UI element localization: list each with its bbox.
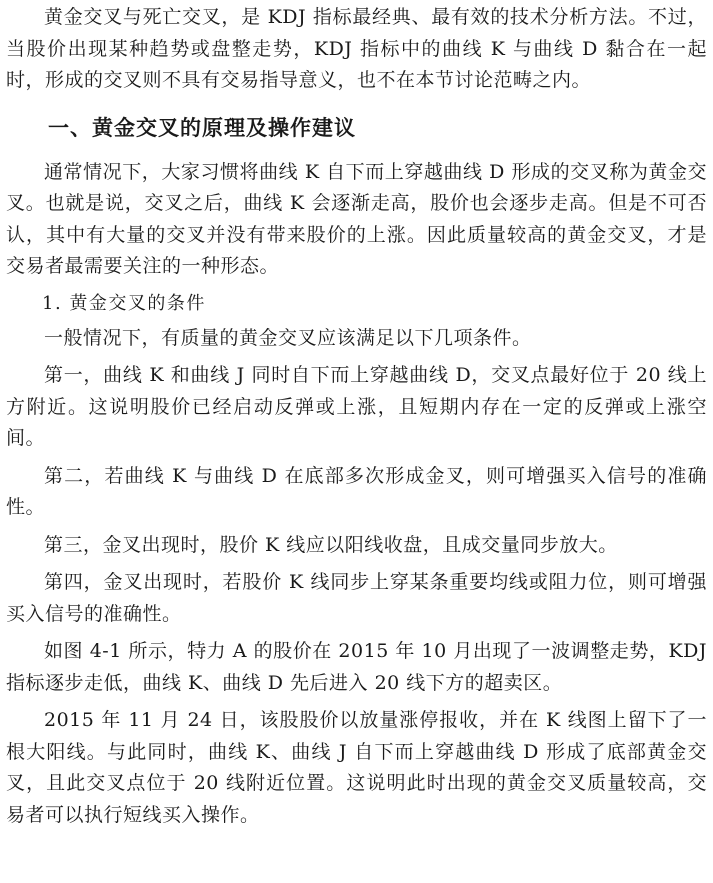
condition-1-paragraph: 第一，曲线 K 和曲线 J 同时自下而上穿越曲线 D，交叉点最好位于 20 线上方附近。这说明股价已经启动反弹或上涨，且短期内存在一定的反弹或上涨空间。	[6, 364, 707, 449]
conditions-subheading: 1. 黄金交叉的条件	[42, 292, 206, 314]
condition-2-paragraph: 第二，若曲线 K 与曲线 D 在底部多次形成金叉，则可增强买入信号的准确性。	[6, 464, 707, 518]
general-paragraph: 一般情况下，有质量的黄金交叉应该满足以下几项条件。	[44, 326, 532, 349]
example-1-paragraph: 如图 4-1 所示，特力 A 的股价在 2015 年 10 月出现了一波调整走势，KDJ 指标逐步走低，曲线 K、曲线 D 先后进入 20 线下方的超卖区。	[6, 640, 707, 694]
intro-paragraph: 黄金交叉与死亡交叉，是 KDJ 指标最经典、最有效的技术分析方法。不过，当股价出现某种趋势或盘整走势，KDJ 指标中的曲线 K 与曲线 D 黏合在一起时，形成的交叉则不具有交易指导意义，也不在本节讨论范畴之内。	[6, 6, 707, 91]
condition-4-paragraph: 第四，金叉出现时，若股价 K 线同步上穿某条重要均线或阻力位，则可增强买入信号的准确性。	[6, 571, 707, 625]
section-heading: 一、黄金交叉的原理及操作建议	[48, 115, 356, 140]
example-2-paragraph: 2015 年 11 月 24 日，该股股价以放量涨停报收，并在 K 线图上留下了一根大阳线。与此同时，曲线 K、曲线 J 自下而上穿越曲线 D 形成了底部黄金交叉，且此交叉点位于 20 线附近位置。这说明此时出现的黄金交叉质量较高，交易者可以执行短线买入操作。	[6, 709, 707, 826]
condition-3-paragraph: 第三，金叉出现时，股价 K 线应以阳线收盘，且成交量同步放大。	[44, 533, 618, 556]
principle-paragraph: 通常情况下，大家习惯将曲线 K 自下而上穿越曲线 D 形成的交叉称为黄金交叉。也就是说，交叉之后，曲线 K 会逐渐走高，股价也会逐步走高。但是不可否认，其中有大量的交叉并没有带来股价的上涨。因此质量较高的黄金交叉，才是交易者最需要关注的一种形态。	[6, 160, 707, 277]
